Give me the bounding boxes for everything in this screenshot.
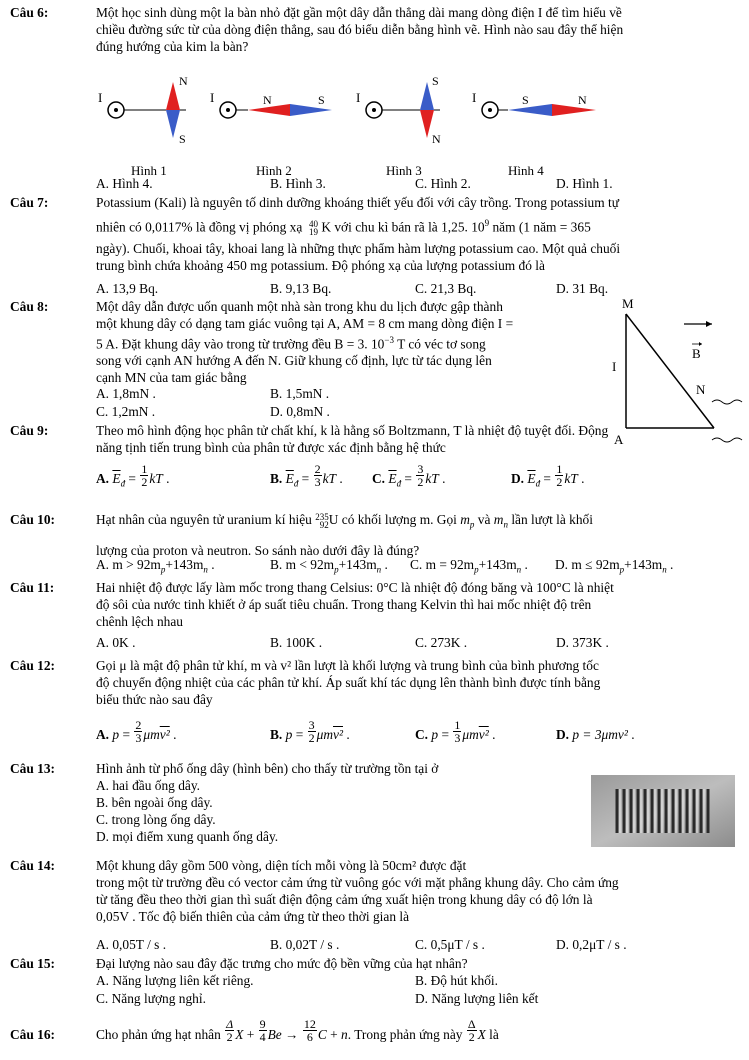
question-number: Câu 11: bbox=[10, 580, 55, 595]
option-c[interactable]: C. 21,3 Bq. bbox=[415, 281, 477, 296]
needle-south bbox=[290, 104, 332, 116]
option-d[interactable]: D. 31 Bq. bbox=[556, 281, 609, 296]
option-a[interactable]: A. 0K . bbox=[96, 635, 136, 650]
answer-options bbox=[96, 462, 749, 496]
svg-text:M: M bbox=[622, 296, 634, 311]
solenoid-photo bbox=[591, 775, 735, 847]
question-number: Câu 12: bbox=[10, 658, 56, 673]
current-label: I bbox=[356, 90, 361, 105]
needle-north bbox=[166, 82, 180, 110]
question-number: Câu 9: bbox=[10, 423, 49, 438]
option-d[interactable]: D. Năng lượng liên kết bbox=[415, 991, 539, 1006]
option-a[interactable]: A. hai đầu ống dây. bbox=[96, 778, 200, 793]
option-b[interactable]: B. 1,5mN . bbox=[270, 386, 330, 401]
figure-1 bbox=[98, 74, 188, 146]
question-text: trong một từ trường đều có vector cảm ứng từ vuông góc với mặt phẳng khung dây. Cho cảm ứng bbox=[96, 875, 619, 890]
option-b[interactable]: B. 100K . bbox=[270, 635, 323, 650]
svg-text:B: B bbox=[692, 346, 701, 361]
question-text: Hai nhiệt độ được lấy làm mốc trong thang Celsius: 0°C là nhiệt độ đóng băng và 100°C là nhiệt bbox=[96, 580, 614, 595]
compass-figures bbox=[0, 70, 749, 170]
question-text: ngày). Chuối, khoai tây, khoai lang là những thực phẩm hàm lượng potassium cao. Một quả chuối bbox=[96, 241, 621, 257]
question-text: chiều đường sức từ của dòng điện thẳng, sau đó biểu diễn bằng hình vẽ. Hình nào sau đây thể hiện bbox=[96, 22, 624, 37]
option-d[interactable]: D. p = 3μmv² . bbox=[556, 727, 635, 742]
question-number: Câu 14: bbox=[10, 858, 56, 873]
question-text: chênh lệch nhau bbox=[96, 614, 183, 629]
question-text: Một dây dẫn được uốn quanh một nhà sàn trong khu du lịch được gập thành bbox=[96, 299, 503, 314]
question-text: cạnh MN của tam giác bằng bbox=[96, 370, 247, 386]
question-text: độ chuyển động nhiệt của các phân tử khí. Áp suất khí tác dụng lên thành bình được tính bằng bbox=[96, 675, 601, 690]
question-number: Câu 13: bbox=[10, 761, 56, 776]
option-c[interactable]: C. $\overline{E}_đ$ = $\frac{3}{2}$ kT . bbox=[372, 462, 446, 490]
figure-2 bbox=[210, 90, 332, 118]
question-text: biểu thức nào sau đây bbox=[96, 692, 213, 707]
option-c[interactable]: C. p = $\frac{1}{3}$ μmv² . bbox=[415, 718, 496, 746]
option-d[interactable]: D. 373K . bbox=[556, 635, 609, 650]
question-number: Câu 10: bbox=[10, 512, 56, 527]
north-label: N bbox=[179, 74, 188, 88]
figure-caption: Hình 1 bbox=[131, 163, 167, 178]
svg-text:A: A bbox=[614, 432, 624, 446]
south-label: S bbox=[522, 93, 529, 107]
option-c[interactable]: C. $m = 92m_p+143m_n$ . bbox=[410, 557, 528, 575]
option-b[interactable]: B. 0,02T / s . bbox=[270, 937, 340, 952]
south-label: S bbox=[318, 93, 325, 107]
option-c[interactable]: C. 1,2mN . bbox=[96, 404, 156, 419]
option-a[interactable]: A. 0,05T / s . bbox=[96, 937, 167, 952]
question-text: 0,05V . Tốc độ biến thiên của cảm ứng từ theo thời gian là bbox=[96, 909, 410, 924]
question-text: lượng của proton và neutron. So sánh nào dưới đây là đúng? bbox=[96, 542, 420, 558]
south-label: S bbox=[432, 74, 439, 88]
figure-caption: Hình 2 bbox=[256, 163, 292, 178]
option-b[interactable]: B. bên ngoài ống dây. bbox=[96, 795, 213, 810]
option-c[interactable]: C. trong lòng ống dây. bbox=[96, 812, 216, 827]
question-text: Một học sinh dùng một la bàn nhỏ đặt gần một dây dẫn thẳng dài mang dòng điện I để tìm hiểu về bbox=[96, 5, 622, 20]
option-d[interactable]: D. 0,2μT / s . bbox=[556, 937, 627, 952]
option-a[interactable]: A. p = $\frac{2}{3}$ μmv² . bbox=[96, 718, 177, 746]
option-b[interactable]: B. $\overline{E}_đ$ = $\frac{2}{3}$ kT . bbox=[270, 462, 343, 490]
option-c[interactable]: C. 273K . bbox=[415, 635, 468, 650]
figure-4 bbox=[472, 90, 596, 118]
option-d[interactable]: D. $m \le 92m_p+143m_n$ . bbox=[555, 557, 674, 575]
north-label: N bbox=[432, 132, 441, 146]
option-a[interactable]: A. 1,8mN . bbox=[96, 386, 156, 401]
question-text: năng tịnh tiến trung bình của phân tử được xác định bằng hệ thức bbox=[96, 440, 446, 455]
svg-text:N: N bbox=[696, 382, 706, 397]
question-text: độ sôi của nước tinh khiết ở áp suất tiêu chuẩn. Trong thang Kelvin thì hai mốc nhiệt độ trên bbox=[96, 597, 592, 612]
figure-caption: Hình 3 bbox=[386, 163, 422, 178]
question-text: Theo mô hình động học phân tử chất khí, k là hằng số Boltzmann, T là nhiệt độ tuyệt đối. Động bbox=[96, 423, 609, 438]
option-d[interactable]: D. mọi điểm xung quanh ống dây. bbox=[96, 829, 279, 844]
question-text: 5 A. Đặt khung dây vào trong từ trường đều B = 3. $10^{-3}$ T có véc tơ song bbox=[96, 335, 486, 352]
option-a[interactable]: A. $\overline{E}_đ$ = $\frac{1}{2}$ kT . bbox=[96, 462, 170, 490]
option-b[interactable]: B. $m < 92m_p+143m_n$ . bbox=[270, 557, 388, 575]
needle-south bbox=[508, 104, 552, 116]
question-text: từ tăng đều theo thời gian thì suất điện động cảm ứng xuất hiện trong khung dây có độ lớn là bbox=[96, 892, 593, 907]
option-b[interactable]: B. 9,13 Bq. bbox=[270, 281, 332, 296]
option-a[interactable]: A. Năng lượng liên kết riêng. bbox=[96, 973, 254, 988]
question-number: Câu 8: bbox=[10, 299, 49, 314]
option-d[interactable]: D. Hình 1. bbox=[556, 176, 613, 191]
option-a[interactable]: A. 13,9 Bq. bbox=[96, 281, 159, 296]
current-label: I bbox=[98, 90, 103, 105]
question-text: một khung dây có dạng tam giác vuông tại A, AM = 8 cm mang dòng điện I = bbox=[96, 316, 514, 331]
question-text: đúng hướng của kim la bàn? bbox=[96, 39, 249, 54]
question-text: Đại lượng nào sau đây đặc trưng cho mức độ bền vững của hạt nhân? bbox=[96, 956, 468, 971]
question-text: Hạt nhân của nguyên tử uranium kí hiệu 235 92 U có khối lượng m. Gọi $m_p$ và $m_n$ lần lượt là khối bbox=[96, 511, 593, 530]
exam-page: Câu 6: Một học sinh dùng một la bàn nhỏ đặt gần một dây dẫn thẳng dài mang dòng điện I để tìm hiểu về chiều đường sức từ của dòng điện thẳng, sau đó biểu diễn bằng hình vẽ. Hình nào sau đây thể hiện đúng hướng của kim la bàn? I N S I N S I S N I S N Hình 1 Hình 2 Hình 3 Hình 4 A. Hình 4. B. Hình 3. C. Hình 2. D. Hình 1. Câu 7: Potassium (Kali) là nguyên tố dinh dưỡng khoáng thiết yếu đối với cây trồng. Trong potassium tự nhiên có 0,0117% là đồng vị phóng xạ 40 19 K với chu kì bán rã là 1,25. $10^9$ năm (1 năm = 365 ngày). Chuối, khoai tây, khoai lang là những thực phẩm hàm lượng potassium cao. Một quả chuối trung bình chứa khoảng 450 mg potassium. Độ phóng xạ của lượng potassium đó là A. 13,9 Bq. B. 9,13 Bq. C. 21,3 Bq. D. 31 Bq. Câu 8: Một dây dẫn được uốn quanh một nhà sàn trong khu du lịch được gập thành một khung dây có dạng tam giác vuông tại A, AM = 8 cm mang dòng điện I = 5 A. Đặt khung dây vào trong từ trường đều B = 3. $10^{-3}$ T có véc tơ song song với cạnh AN hướng A đến N. Giữ khung cố định, lực từ tác dụng lên cạnh MN của tam giác bằng M I A N B A. 1,8mN . B. 1,5mN . C. 1,2mN . D. 0,8mN . Câu 9: Theo mô hình động học phân tử chất khí, k là hằng số Boltzmann, T là nhiệt độ tuyệt đối. Động năng tịnh tiến trung bình của phân tử được xác định bằng hệ thức A. $\overline{E}_đ$ = $\frac{1}{2}$ kT . B. $\overline{E}_đ$ = $\frac{2}{3}$ kT . C. $\overline{E}_đ$ = $\frac{3}{2}$ kT . D. $\overline{E}_đ$ = $\frac{1}{2}$ kT . Câu 10: Hạt nhân của nguyên tử uranium kí hiệu 235 92 U có khối lượng m. Gọi $m_p$ và $m_n$ lần lượt là khối lượng của proton và neutron. So sánh nào dưới đây là đúng? A. $m > 92m_p+143m_n$ . B. $m < 92m_p+143m_n$ . C. $m = 92m_p+143m_n$ . D. $m \le 92m_p+143m_n$ . Câu 11: Hai nhiệt độ được lấy làm mốc trong thang Celsius: 0°C là nhiệt độ đóng băng và 100°C là nhiệt độ sôi của nước tinh khiết ở áp suất tiêu chuẩn. Trong thang Kelvin thì hai mốc nhiệt độ trên chênh lệch nhau A. 0K . B. 100K . C. 273K . D. 373K . Câu 12: Gọi μ là mật độ phân tử khí, m và v² lần lượt là khối lượng và trung bình của bình phương tốc độ chuyển động nhiệt của các phân tử khí. Áp suất khí tác dụng lên thành bình được tính bằng biểu thức nào sau đây A. p = $\frac{2}{3}$ μmv² . B. p = $\frac{3}{2}$ μmv² . C. p = $\frac{1}{3}$ μmv² . D. p = 3μmv² . Câu 13: Hình ảnh từ phổ ống dây (hình bên) cho thấy từ trường tồn tại ở A. hai đầu ống dây. B. bên ngoài ống dây. C. trong lòng ống dây. D. mọi điểm xung quanh ống dây. Câu 14: Một khung dây gồm 500 vòng, diện tích mỗi vòng là 50cm² được đặt trong một từ trường đều có vector cảm ứng từ vuông góc với mặt phẳng khung dây. Cho cảm ứng từ tăng đều theo thời gian thì suất điện động cảm ứng xuất hiện trong khung dây có độ lớn là 0,05V . Tốc độ biến thiên của cảm ứng từ theo thời gian là A. 0,05T / s . B. 0,02T / s . C. 0,5μT / s . D. 0,2μT / s . Câu 15: Đại lượng nào sau đây đặc trưng cho mức độ bền vững của hạt nhân? A. Năng lượng liên kết riêng. B. Độ hút khối. C. Năng lượng nghỉ. D. Năng lượng liên kết Câu 16: Cho phản ứng hạt nhân $\frac{\Delta}{2}$ X + $\frac{9}{4}$ Be → $\frac{12}{6}$ C + n. Trong phản ứng này $\frac{\Delta}{2}$ X là bbox=[0, 0, 749, 1060]
question-text: song với cạnh AN hướng A đến N. Giữ khung cố định, lực từ tác dụng lên bbox=[96, 353, 492, 369]
option-b[interactable]: B. Độ hút khối. bbox=[415, 973, 498, 988]
option-c[interactable]: C. Năng lượng nghỉ. bbox=[96, 991, 206, 1006]
question-text: Hình ảnh từ phổ ống dây (hình bên) cho thấy từ trường tồn tại ở bbox=[96, 761, 439, 776]
question-number: Câu 15: bbox=[10, 956, 56, 971]
option-c[interactable]: C. Hình 2. bbox=[415, 176, 471, 191]
option-d[interactable]: D. 0,8mN . bbox=[270, 404, 330, 419]
option-a[interactable]: A. Hình 4. bbox=[96, 176, 153, 191]
north-label: N bbox=[578, 93, 587, 107]
option-c[interactable]: C. 0,5μT / s . bbox=[415, 937, 485, 952]
question-text: trung bình chứa khoảng 450 mg potassium. Độ phóng xạ của lượng potassium đó là bbox=[96, 258, 545, 274]
current-label: I bbox=[472, 90, 477, 105]
south-label: S bbox=[179, 132, 186, 146]
question-text: Potassium (Kali) là nguyên tố dinh dưỡng khoáng thiết yếu đối với cây trồng. Trong potassium tự bbox=[96, 195, 619, 210]
north-label: N bbox=[263, 93, 272, 107]
option-d[interactable]: D. $\overline{E}_đ$ = $\frac{1}{2}$ kT . bbox=[511, 462, 585, 490]
question-number: Câu 16: bbox=[10, 1027, 56, 1042]
option-a[interactable]: A. $m > 92m_p+143m_n$ . bbox=[96, 557, 215, 575]
needle-north bbox=[552, 104, 596, 116]
needle-south bbox=[166, 110, 180, 138]
question-text: Gọi μ là mật độ phân tử khí, m và v² lần lượt là khối lượng và trung bình của bình phương tốc bbox=[96, 658, 599, 673]
figure-3 bbox=[356, 74, 441, 146]
current-label: I bbox=[210, 90, 215, 105]
question-number: Câu 7: bbox=[10, 195, 49, 210]
question-number: Câu 6: bbox=[10, 5, 49, 20]
option-b[interactable]: B. p = $\frac{3}{2}$ μmv² . bbox=[270, 718, 350, 746]
option-b[interactable]: B. Hình 3. bbox=[270, 176, 326, 191]
question-text: Một khung dây gồm 500 vòng, diện tích mỗi vòng là 50cm² được đặt bbox=[96, 858, 467, 873]
svg-text:I: I bbox=[612, 359, 617, 374]
question-text: nhiên có 0,0117% là đồng vị phóng xạ 40 19 K với chu kì bán rã là 1,25. $10^9$ năm (1 năm = 365 bbox=[96, 218, 591, 238]
figure-caption: Hình 4 bbox=[508, 163, 544, 178]
